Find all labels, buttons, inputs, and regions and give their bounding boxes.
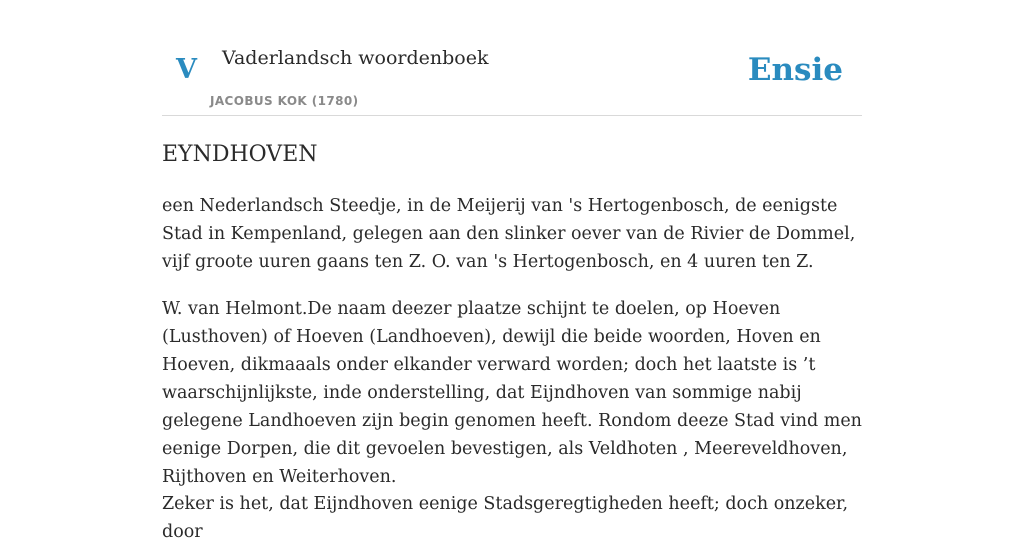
dictionary-page: [162, 0, 862, 542]
ensie-logo-link[interactable]: Ensie: [747, 52, 843, 88]
book-letter-badge[interactable]: V: [176, 54, 197, 85]
entry-headword: EYNDHOVEN: [162, 142, 318, 167]
entry-paragraph: Zeker is het, dat Eijndhoven eenige Stadsgeregtigheden heeft; doch onzeker, door: [162, 494, 849, 542]
entry-paragraph: W. van Helmont.De naam deezer plaatze schijnt te doelen, op Hoeven (Lusthoven) of Hoeven (Landhoeven), dewijl die beide woorden, Hoven en Hoeven, dikmaaals onder elkander verward worden; doch het laatste is ’t waarschijnlijkste, inde onderstelling, dat Eijndhoven van sommige nabij gelegene Landhoeven zijn begin genomen heeft. Rondom deeze Stad vind men eenige Dorpen, die dit gevoelen bevestigen, als Veldhoten , Meereveldhoven, Rijthoven en Weiterhoven.: [162, 299, 862, 487]
book-author: JACOBUS KOK (1780): [210, 94, 359, 108]
entry-paragraph: een Nederlandsch Steedje, in de Meijerij van 's Hertogenbosch, de eenigste Stad in Kempenland, gelegen aan den slinker oever van de Rivier de Dommel, vijf groote uuren gaans ten Z. O. van 's Hertogenbosch, en 4 uuren ten Z.: [162, 196, 856, 272]
page-header: [162, 0, 862, 116]
book-title-link[interactable]: Vaderlandsch woordenboek: [222, 47, 489, 69]
